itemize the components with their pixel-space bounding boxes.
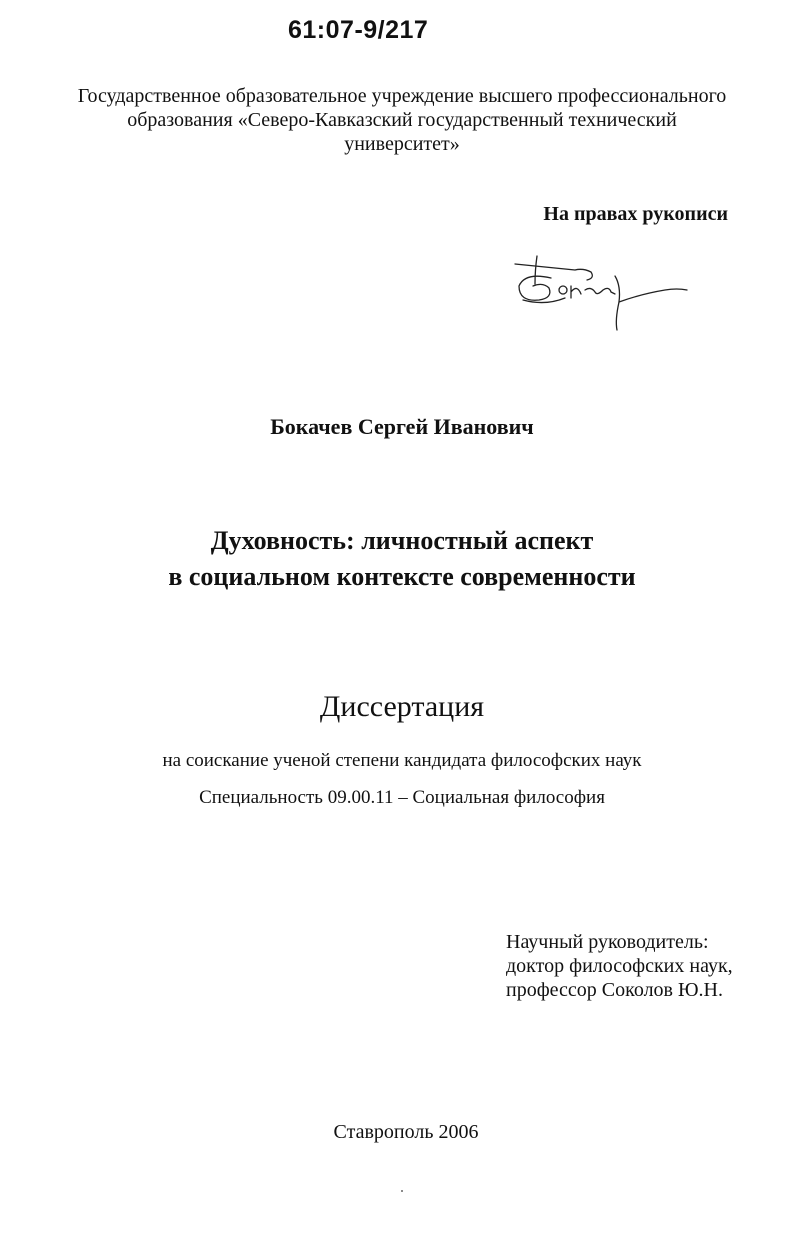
specialty-line: Специальность 09.00.11 – Социальная философия [199,787,605,808]
institution-line: образования «Северо-Кавказский государственный технический [127,109,677,131]
supervisor-line: Научный руководитель: [506,931,709,953]
institution-line: Государственное образовательное учреждение высшего профессионального [77,85,727,107]
title-line: Духовность: личностный аспект [210,526,594,555]
degree-line: на соискание ученой степени кандидата философских наук [162,750,642,771]
dissertation-title [0,523,798,595]
document-type: Диссертация [319,690,485,723]
signature-image [505,250,695,340]
supervisor-line: профессор Соколов Ю.Н. [506,979,723,1001]
author-name: Бокачев Сергей Иванович [270,414,534,439]
supervisor-line: доктор философских наук, [506,955,733,977]
institution-line: университет» [344,133,460,155]
scan-speck [401,1190,403,1192]
catalog-number: 61:07-9/217 [288,16,429,44]
institution-name [40,84,764,156]
supervisor-block [506,930,733,1002]
title-line: в социальном контексте современности [168,562,636,591]
rights-note: На правах рукописи [543,203,728,225]
city-year: Ставрополь 2006 [333,1121,479,1143]
